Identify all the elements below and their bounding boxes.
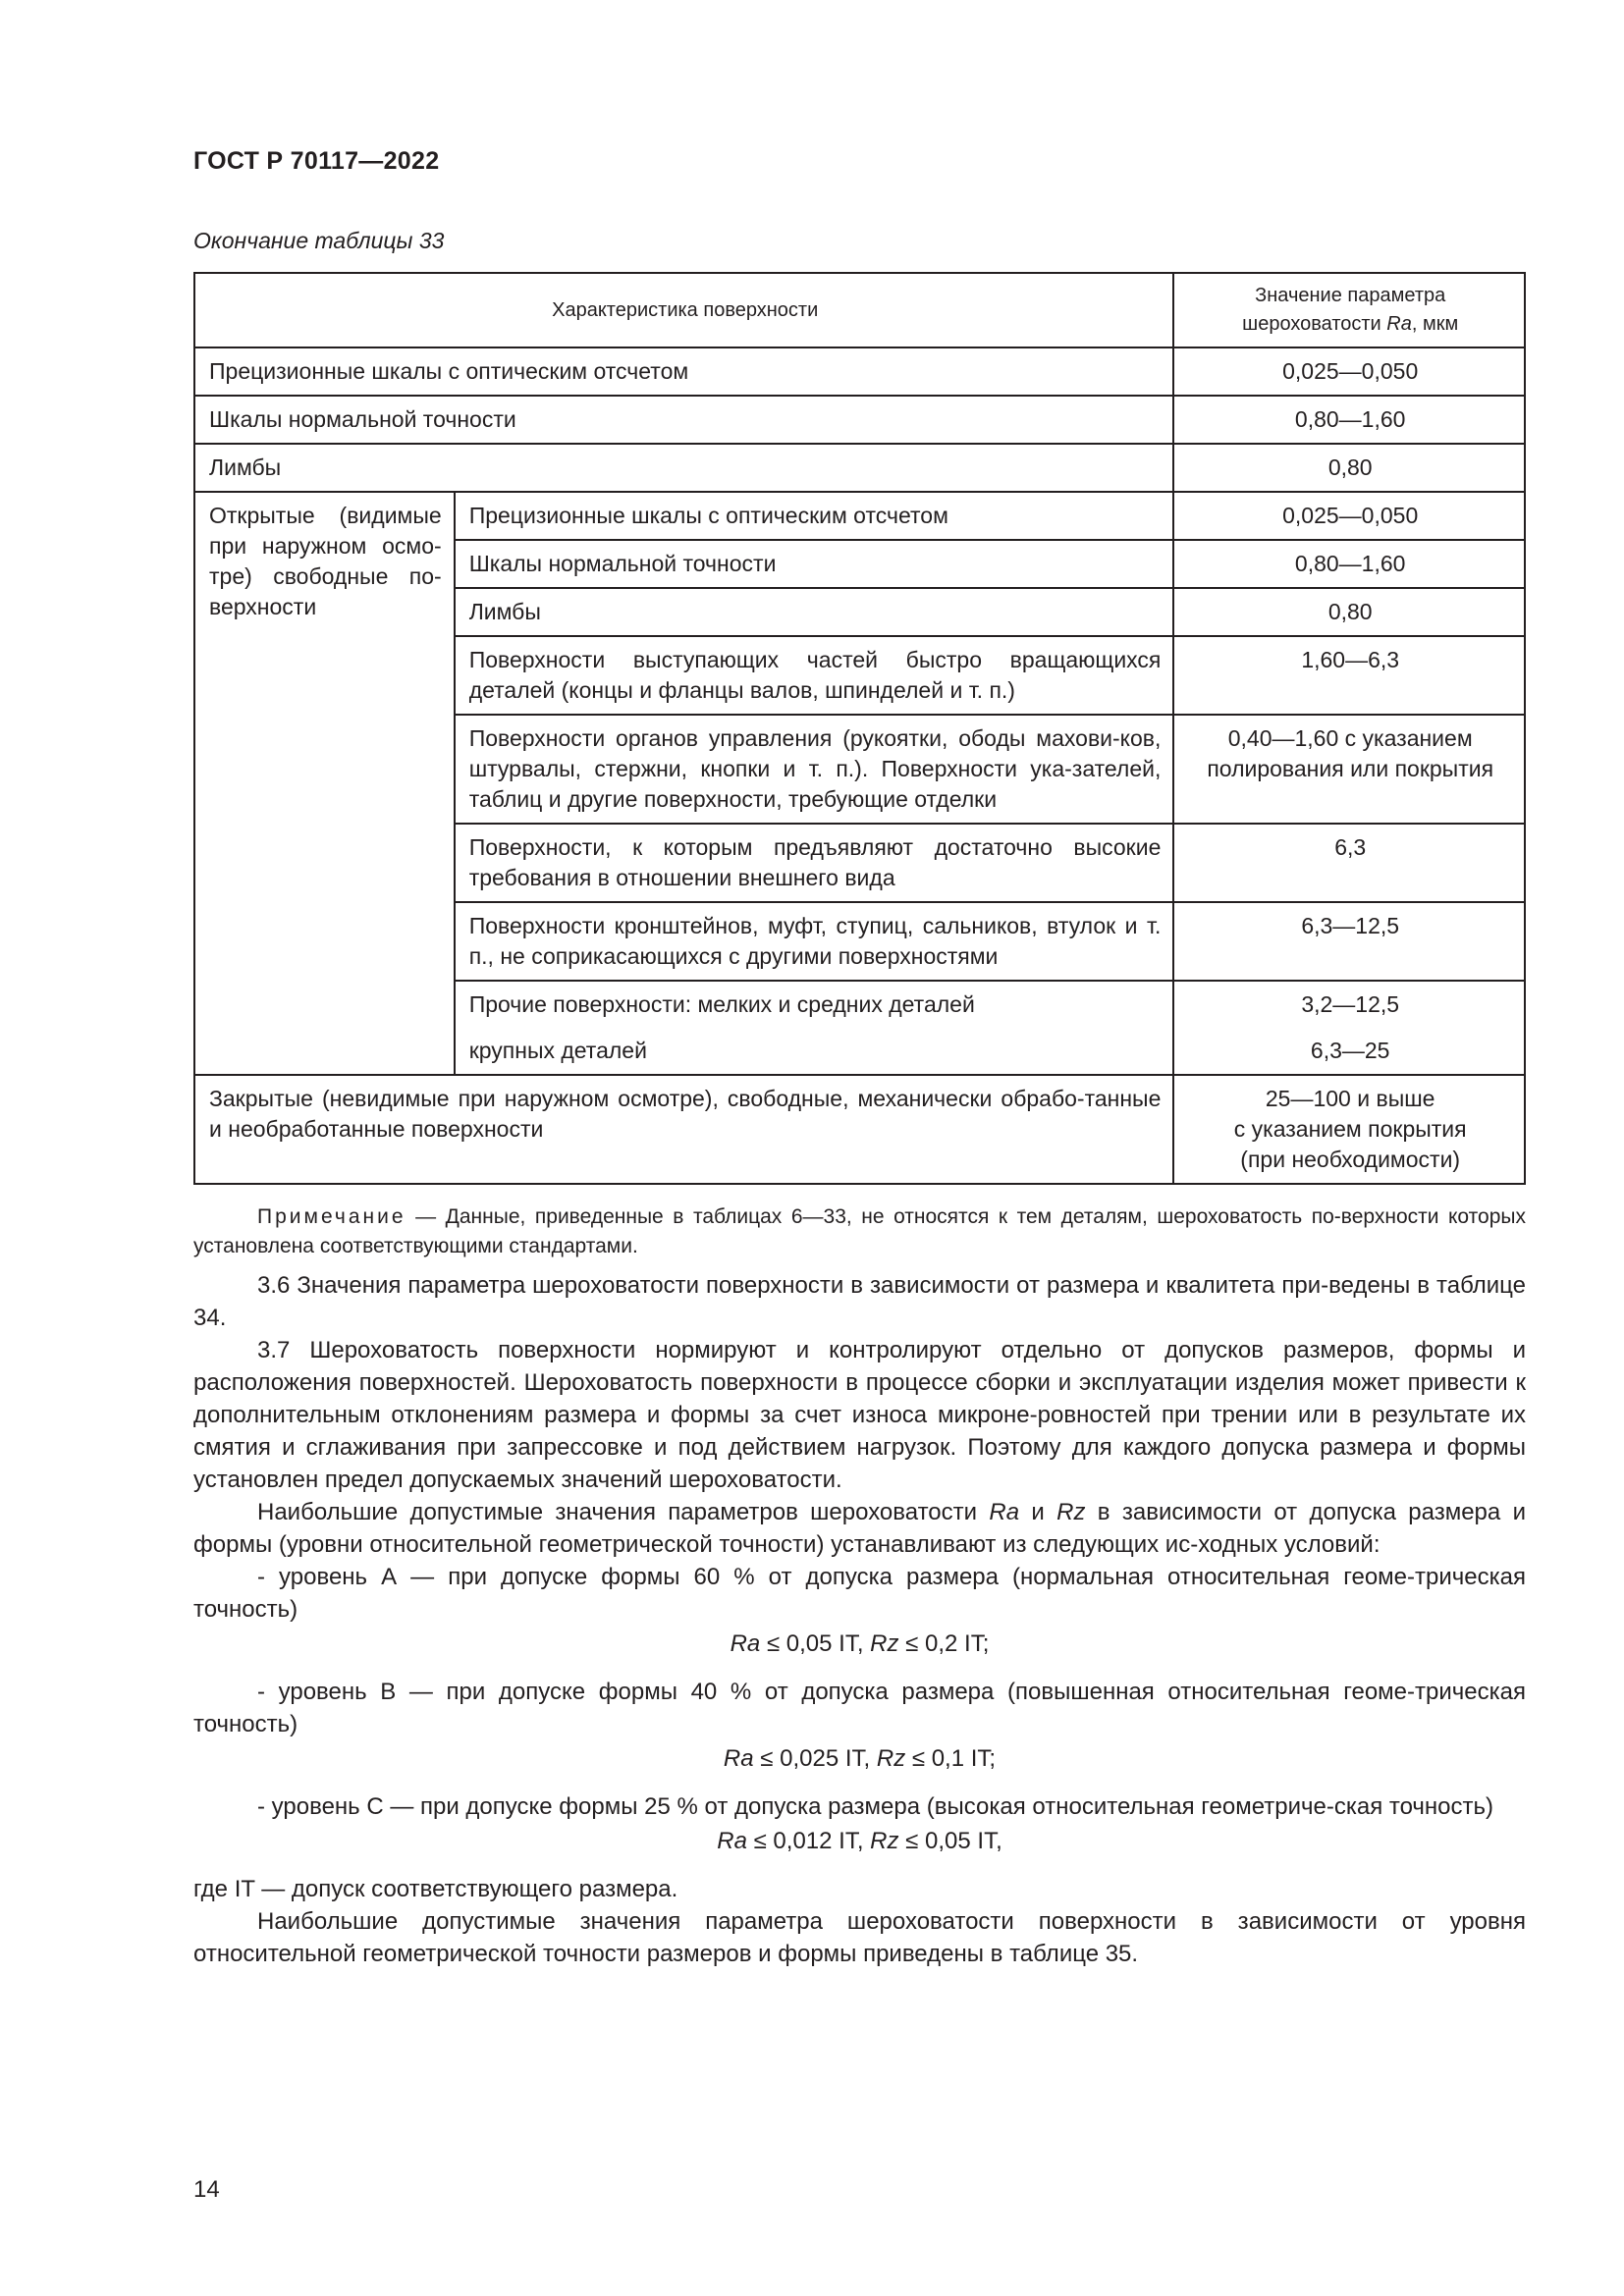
row-value: 6,3—12,5 xyxy=(1173,902,1525,981)
note-text: — Данные, приведенные в таблицах 6—33, не относятся к тем деталям, шероховатость по-верхности которых установлена соответствующими стандартами. xyxy=(193,1205,1526,1257)
row-label: Поверхности органов управления (рукоятки, ободы махови-ков, штурвалы, стержни, кнопки и т. п.). Поверхности ука-зателей, таблиц и другие поверхности, требующие отделки xyxy=(455,715,1174,824)
row-label: Лимбы xyxy=(455,588,1174,636)
paragraph-3-7: 3.7 Шероховатость поверхности нормируют и контролируют отдельно от допусков размеров, формы и расположения поверхностей. Шероховатость поверхности в процессе сборки и эксплуатации изделия может привести к дополнительным отклонениям размера и формы за счет износа микроне-ровностей при трении или в результате их смятия и сглаживания при запрессовке и под действием нагрузок. Поэтому для каждого допуска размера и формы установлен предел допускаемых значений шероховатости. xyxy=(193,1337,1526,1493)
note-label: Примечание xyxy=(257,1205,406,1228)
header-surface-characteristic: Характеристика поверхности xyxy=(194,273,1173,347)
formula-fragment: ≤ 0,012 IT, xyxy=(746,1828,871,1854)
paragraph-3-6: 3.6 Значения параметра шероховатости поверхности в зависимости от размера и квалитета при-ведены в таблице 34. xyxy=(193,1272,1526,1331)
text-fragment: Наибольшие допустимые значения параметров шероховатости xyxy=(257,1499,990,1525)
table-caption: Окончание таблицы 33 xyxy=(193,228,445,253)
rz-symbol: Rz xyxy=(870,1828,899,1854)
row-value: 3,2—12,5 xyxy=(1173,981,1525,1028)
document-id: ГОСТ Р 70117—2022 xyxy=(193,147,440,175)
ra-symbol: Ra xyxy=(723,1745,754,1772)
closed-surfaces-value xyxy=(1173,1075,1525,1184)
row-label: Шкалы нормальной точности xyxy=(194,396,1173,444)
formula-fragment: ≤ 0,2 IT; xyxy=(898,1630,990,1657)
formula-level-a xyxy=(193,1628,1526,1660)
open-surfaces-label: Открытые (видимые при наружном осмо-тре) свободные по-верхности xyxy=(194,492,455,1075)
closed-surfaces-label: Закрытые (невидимые при наружном осмотре), свободные, механически обрабо-танные и необработанные поверхности xyxy=(194,1075,1173,1184)
row-label: Поверхности кронштейнов, муфт, ступиц, сальников, втулок и т. п., не соприкасающихся с другими поверхностями xyxy=(455,902,1174,981)
row-value: 0,025—0,050 xyxy=(1173,492,1525,540)
paragraph-max-values xyxy=(193,1496,1526,1561)
row-value: 0,80—1,60 xyxy=(1173,540,1525,588)
rz-symbol: Rz xyxy=(870,1630,899,1657)
formula-level-b xyxy=(193,1742,1526,1775)
row-value: 0,80—1,60 xyxy=(1173,396,1525,444)
row-value: 6,3—25 xyxy=(1173,1028,1525,1075)
row-label: Лимбы xyxy=(194,444,1173,492)
closed-value-line3: (при необходимости) xyxy=(1240,1147,1461,1172)
ra-symbol: Ra xyxy=(717,1828,747,1854)
row-label: Прецизионные шкалы с оптическим отсчетом xyxy=(194,347,1173,396)
ra-symbol: Ra xyxy=(730,1630,761,1657)
table-row xyxy=(194,444,1525,492)
table-row xyxy=(194,492,1525,540)
rz-symbol: Rz xyxy=(876,1745,906,1772)
table-header-row xyxy=(194,273,1525,347)
body-text xyxy=(193,1202,1526,1970)
header-value-line1: Значение параметра xyxy=(1255,285,1446,306)
row-label: крупных деталей xyxy=(455,1028,1174,1075)
where-it-text: где IT — допуск соответствующего размера. xyxy=(193,1876,678,1902)
closed-value-line1: 25—100 и выше xyxy=(1265,1086,1435,1111)
row-label: Прецизионные шкалы с оптическим отсчетом xyxy=(455,492,1174,540)
closed-value-line2: с указанием покрытия xyxy=(1233,1116,1467,1142)
row-label: Поверхности выступающих частей быстро вращающихся деталей (концы и фланцы валов, шпинделей и т. п.) xyxy=(455,636,1174,715)
roughness-table xyxy=(193,272,1526,1185)
header-value-suffix: , мкм xyxy=(1411,313,1459,335)
row-value: 0,40—1,60 с указанием полирования или покрытия xyxy=(1173,715,1525,824)
row-label: Шкалы нормальной точности xyxy=(455,540,1174,588)
header-roughness-value xyxy=(1173,273,1525,347)
table-note xyxy=(193,1202,1526,1261)
row-label: Поверхности, к которым предъявляют достаточно высокие требования в отношении внешнего вида xyxy=(455,824,1174,902)
level-b-text: - уровень В — при допуске формы 40 % от допуска размера (повышенная относительная геоме-трическая точность) xyxy=(193,1679,1526,1737)
table-row xyxy=(194,396,1525,444)
formula-fragment: ≤ 0,025 IT, xyxy=(753,1745,877,1772)
rz-symbol: Rz xyxy=(1056,1499,1086,1525)
text-fragment: и xyxy=(1019,1499,1057,1525)
ra-symbol: Ra xyxy=(989,1499,1020,1525)
row-value: 6,3 xyxy=(1173,824,1525,902)
page-number: 14 xyxy=(193,2176,220,2203)
formula-fragment: ≤ 0,05 IT, xyxy=(760,1630,871,1657)
formula-fragment: ≤ 0,05 IT, xyxy=(898,1828,1002,1854)
formula-level-c xyxy=(193,1825,1526,1857)
table-row xyxy=(194,347,1525,396)
row-value: 0,80 xyxy=(1173,444,1525,492)
row-value: 1,60—6,3 xyxy=(1173,636,1525,715)
text-fragment: в зависимости от допуска размера и формы (уровни относительной геометрической точности) устанавливают из следующих ис-ходных условий: xyxy=(193,1499,1526,1558)
final-paragraph: Наибольшие допустимые значения параметра шероховатости поверхности в зависимости от уровня относительной геометрической точности размеров и формы приведены в таблице 35. xyxy=(193,1908,1526,1967)
level-a-text: - уровень А — при допуске формы 60 % от допуска размера (нормальная относительная геоме-трическая точность) xyxy=(193,1564,1526,1623)
row-value: 0,025—0,050 xyxy=(1173,347,1525,396)
formula-fragment: ≤ 0,1 IT; xyxy=(905,1745,997,1772)
row-value: 0,80 xyxy=(1173,588,1525,636)
level-c-text: - уровень С — при допуске формы 25 % от допуска размера (высокая относительная геометриче-ская точность) xyxy=(257,1793,1494,1820)
table-row xyxy=(194,1075,1525,1184)
header-ra-symbol: Ra xyxy=(1386,313,1412,335)
row-label: Прочие поверхности: мелких и средних деталей xyxy=(455,981,1174,1028)
header-value-prefix: шероховатости xyxy=(1242,313,1387,335)
